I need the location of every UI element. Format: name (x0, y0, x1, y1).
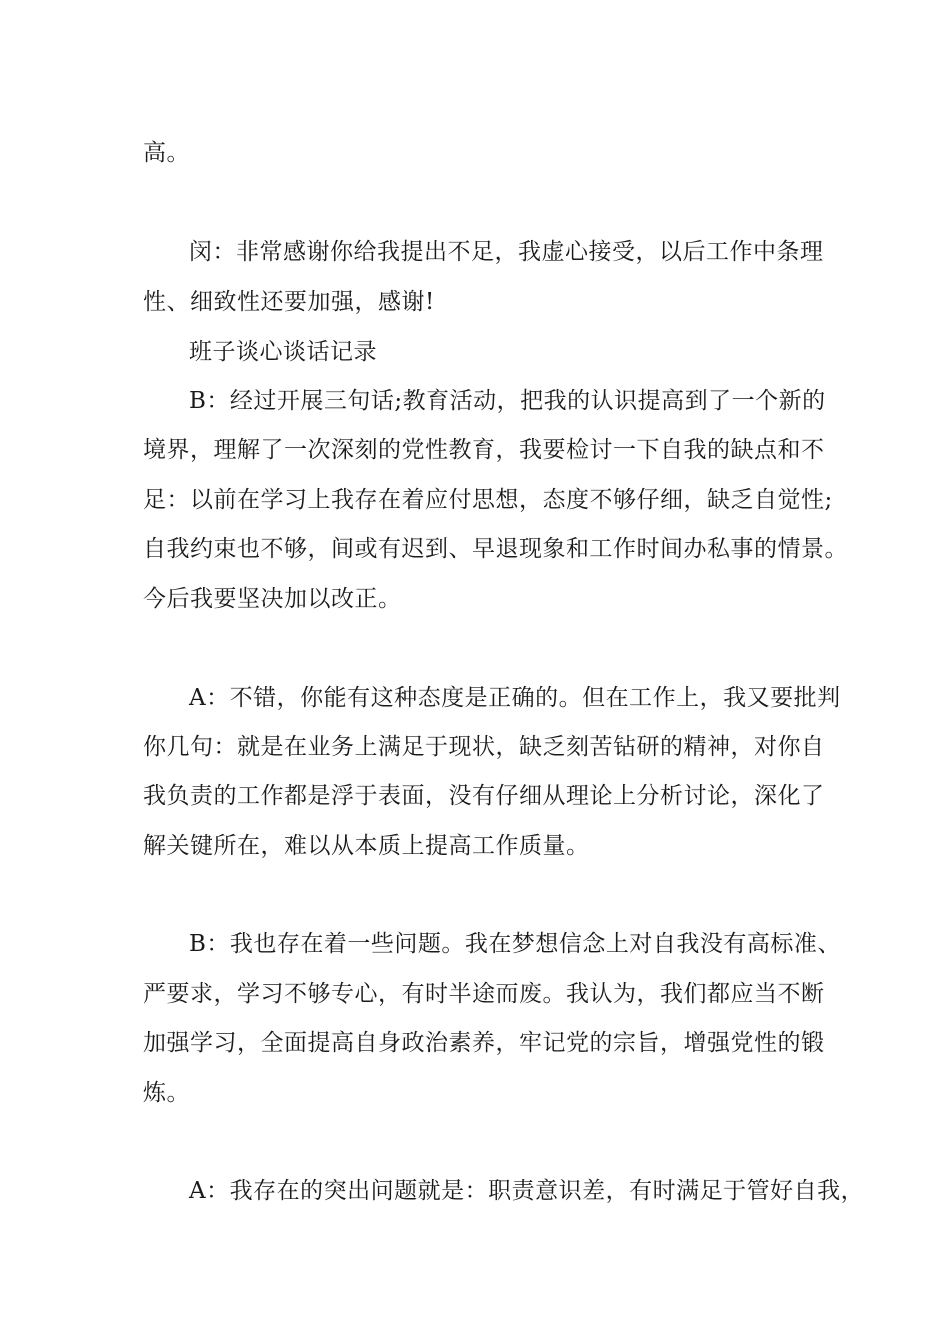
text-line: 高。 (143, 140, 190, 166)
text-line: 性、细致性还要加强，感谢! (143, 289, 435, 315)
text-line: B：我也存在着一些问题。我在梦想信念上对自我没有高标准、 (189, 931, 841, 957)
text-line: 解关键所在，难以从本质上提高工作质量。 (143, 833, 590, 859)
text-line: 你几句：就是在业务上满足于现状，缺乏刻苦钻研的精神，对你自 (143, 734, 825, 760)
text-line: 自我约束也不够，间或有迟到、早退现象和工作时间办私事的情景。 (143, 536, 848, 562)
text-line: 炼。 (143, 1080, 190, 1106)
text-line: 加强学习，全面提高自身政治素养，牢记党的宗旨，增强党性的锻 (143, 1030, 825, 1056)
text-line: 境界，理解了一次深刻的党性教育，我要检讨一下自我的缺点和不 (143, 437, 825, 463)
text-line: 我负责的工作都是浮于表面，没有仔细从理论上分析讨论，深化了 (143, 783, 825, 809)
text-line: B：经过开展三句话;教育活动，把我的认识提高到了一个新的 (189, 388, 826, 414)
text-line: A：我存在的突出问题就是：职责意识差，有时满足于管好自我， (189, 1178, 865, 1204)
text-line: 闵：非常感谢你给我提出不足，我虚心接受，以后工作中条理 (189, 239, 824, 265)
text-line: 严要求，学习不够专心，有时半途而废。我认为，我们都应当不断 (143, 981, 825, 1007)
text-line: 今后我要坚决加以改正。 (143, 586, 402, 612)
section-heading: 班子谈心谈话记录 (189, 339, 377, 365)
text-line: A：不错，你能有这种态度是正确的。但在工作上，我又要批判 (189, 685, 841, 711)
text-line: 足：以前在学习上我存在着应付思想，态度不够仔细，缺乏自觉性; (143, 487, 833, 513)
